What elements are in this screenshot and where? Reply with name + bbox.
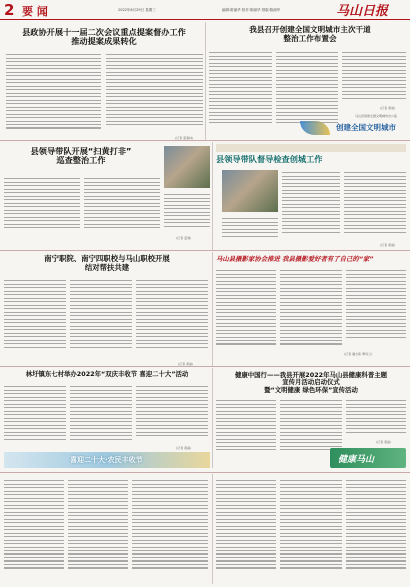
article-title-4: 县领导带队督导检查创城工作 [216,154,323,164]
article-body-6b [280,268,342,356]
article-body-7a [4,384,66,450]
article-body-5b [70,278,132,360]
article-byline-5: (记者 黄丽) [178,362,194,366]
article-photo-3 [164,146,210,188]
article-title-1: 县政协开展十一届二次会议重点提案督办工作 推动提案成果转化 [22,27,186,47]
article-body-1a [6,52,101,138]
article-byline-6: (记者 潘志新 覃凤兰) [344,352,373,356]
article-photo-4b [222,170,278,212]
article-body-5a [4,278,66,360]
article-byline-3: (记者 蓝春) [176,236,192,240]
article-title-5: 南宁职院、南宁四职校与马山职校开展 结对帮扶共建 [44,254,170,272]
article-title-7: 林圩镇东七村举办2022年“双庆丰收节 喜迎二十大”活动 [25,370,189,378]
article-body-4c [222,216,278,242]
cwm-office-label: 马山县创建全国文明城市办公室 [355,114,398,118]
article-byline-4: (记者 黄丽) [380,243,396,247]
article-title-6: 马山县摄影家协会推进 我县摄影爱好者有了自己的“家” [216,255,374,263]
health-banner [330,448,406,468]
rural-festival-banner [4,452,210,468]
article-title-3: 县领导带队开展“扫黄打非” 巡查整治工作 [30,146,132,166]
article-byline-7: (记者 黄丽) [176,446,192,450]
article-byline-2: (记者 黄丽) [380,106,396,110]
paper-name-logo: 马山日报 [336,4,389,19]
lower-body-3 [132,478,208,582]
article-body-5c [136,278,208,360]
health-banner-text: 健康马山 [338,455,375,465]
lower-body-4 [216,478,276,582]
article-body-7c [136,384,208,446]
article-body-3c [164,192,210,232]
cwm-banner [300,118,410,138]
masthead [0,0,410,20]
article-body-8c [346,398,406,440]
article-body-7b [70,384,132,450]
article-body-4b [344,170,406,242]
article-body-6c [346,268,406,348]
cwm-banner-text: 创建全国文明城市 [336,123,396,132]
lower-body-1 [4,478,64,582]
issue-date: 2022年6月29日 星期三 [118,8,156,12]
article-title-8: 健康中国行——我县开展2022年马山县健康科普主题 宣传月活动启动仪式 暨“文明健康 绿色环保”宣传活动 [235,371,387,394]
article-photo-4 [216,144,406,152]
article-byline-8: (记者 黄丽) [376,440,392,444]
article-byline-1: (记者 蓝春林) [175,136,194,140]
article-body-3b [84,176,160,236]
article-body-2a [209,50,272,134]
page-number: 2 [4,1,15,19]
article-body-8a [216,398,276,460]
article-body-1b [106,52,203,134]
cwm-swoosh-icon [300,121,330,135]
rural-banner-text: 喜迎二十大·农民丰收节 [70,456,143,464]
lower-body-6 [346,478,406,582]
article-body-2c [342,50,406,104]
article-body-6a [216,268,276,356]
lower-body-2 [68,478,128,582]
section-title: 要 闻 [22,5,48,18]
article-body-3a [4,176,80,236]
lower-body-5 [280,478,342,582]
article-title-2: 我县召开创建全国文明城市主次干道 整治工作布置会 [249,25,371,43]
editor-meta: 编辑:陈丽华 校对:陈丽华 排版:陈丽华 [222,8,281,12]
article-body-4a [282,170,340,242]
